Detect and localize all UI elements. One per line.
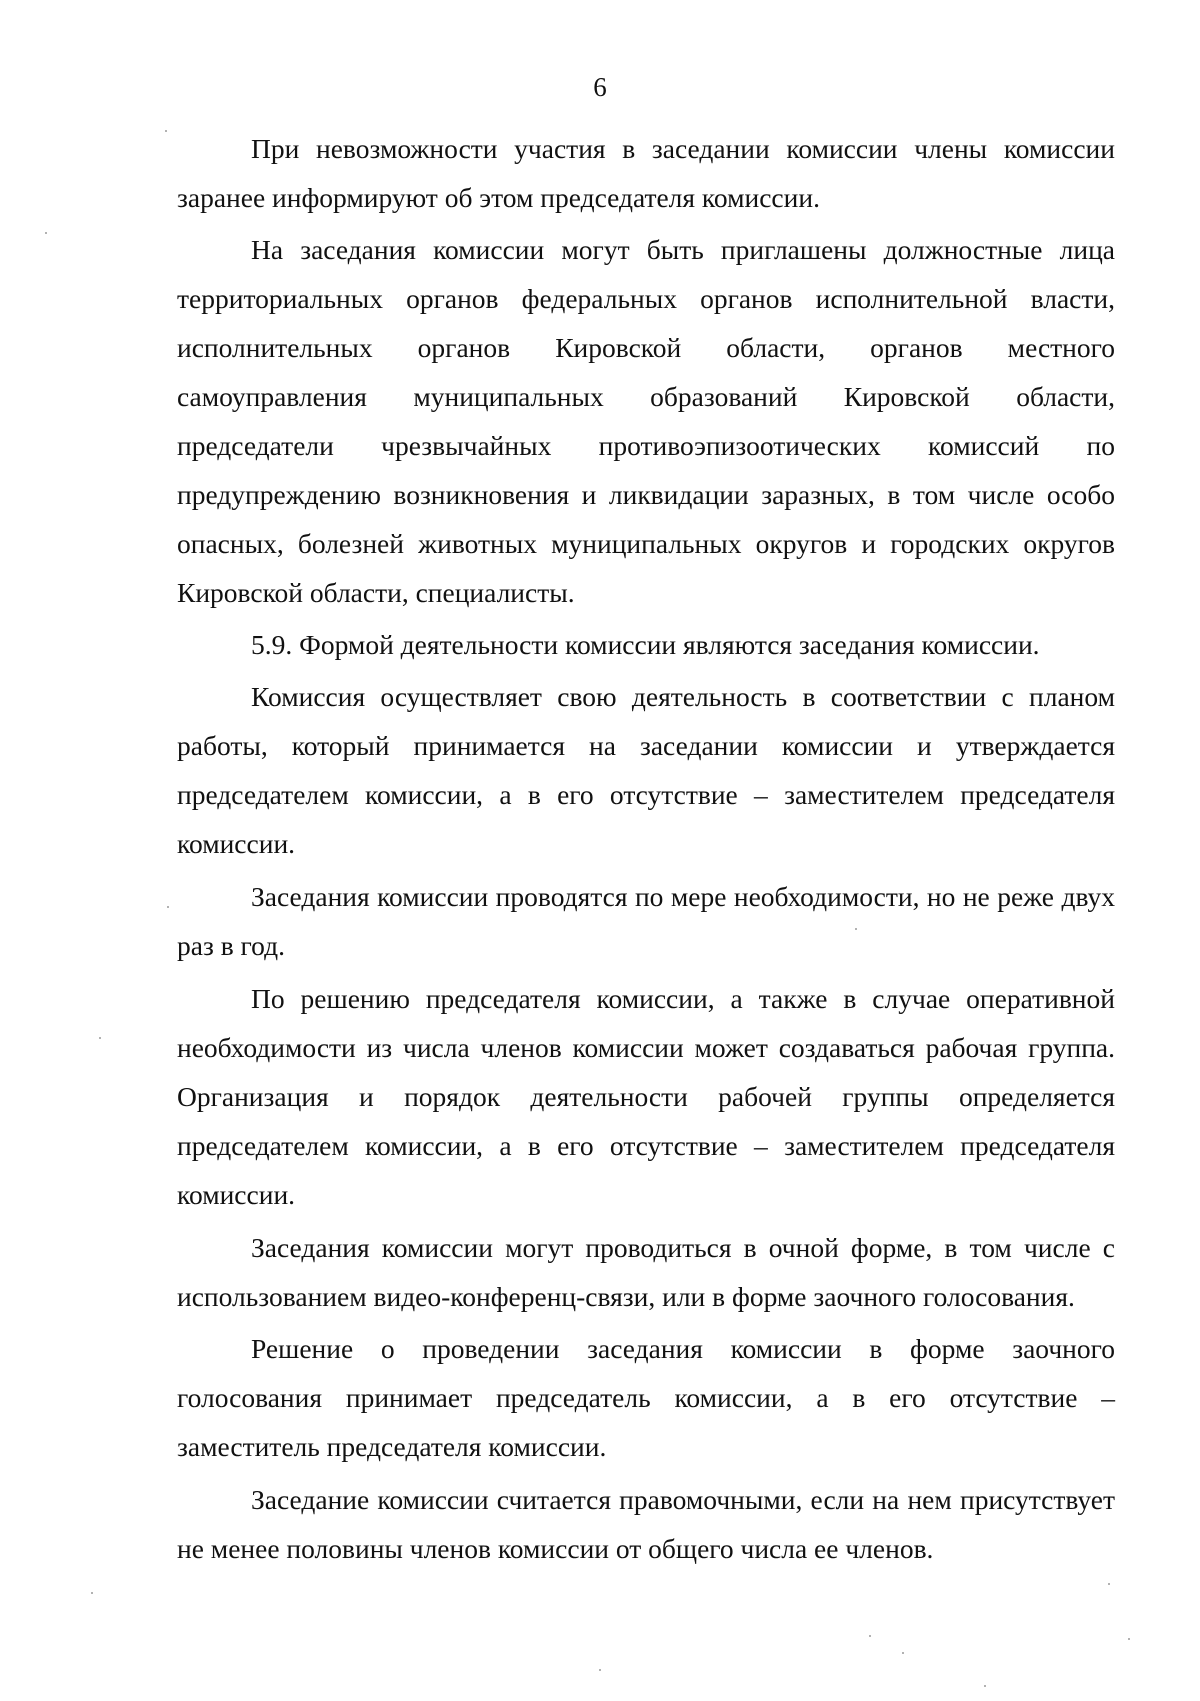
scan-speck bbox=[167, 906, 169, 908]
paragraph-invited-officials: На заседания комиссии могут быть приглашены должностные лица территориальных органов федеральных органов исполнительной власти, исполнительных органов Кировской области, органов местного самоуправления муниципальных образований Кировской области, председатели чрезвычайных противоэпизоотических комиссий по предупреждению возникновения и ликвидации заразных, в том числе особо опасных, болезней животных муниципальных округов и городских округов Кировской области, специалисты. bbox=[177, 234, 1115, 608]
scan-speck bbox=[869, 1635, 871, 1637]
scan-speck bbox=[91, 1592, 93, 1594]
paragraph-quorum: Заседание комиссии считается правомочными, если на нем присутствует не менее половины членов комиссии от общего числа ее членов. bbox=[177, 1484, 1115, 1564]
paragraph-section-5-9: 5.9. Формой деятельности комиссии являются заседания комиссии. bbox=[251, 629, 1040, 660]
scan-speck bbox=[902, 1652, 904, 1654]
scan-speck bbox=[1128, 1638, 1130, 1640]
paragraph-work-plan: Комиссия осуществляет свою деятельность в соответствии с планом работы, который принимается на заседании комиссии и утверждается председателем комиссии, а в его отсутствие – заместителем председателя комиссии. bbox=[177, 681, 1115, 859]
page-number: 6 bbox=[593, 72, 607, 102]
scan-speck bbox=[599, 1669, 601, 1671]
paragraph-working-group: По решению председателя комиссии, а также в случае оперативной необходимости из числа членов комиссии может создаваться рабочая группа. Организация и порядок деятельности рабочей группы определяется председателем комиссии, а в его отсутствие – заместителем председателя комиссии. bbox=[177, 983, 1115, 1210]
paragraph-absence-notice: При невозможности участия в заседании комиссии члены комиссии заранее информируют об этом председателя комиссии. bbox=[177, 133, 1115, 213]
scan-speck bbox=[984, 1685, 986, 1687]
scan-speck bbox=[855, 928, 857, 930]
paragraph-absentee-voting: Решение о проведении заседания комиссии в форме заочного голосования принимает председатель комиссии, а в его отсутствие – заместитель председателя комиссии. bbox=[177, 1333, 1115, 1462]
scan-speck bbox=[1108, 1583, 1110, 1585]
document-body bbox=[177, 124, 1115, 1576]
scan-speck bbox=[45, 232, 47, 234]
scan-speck bbox=[165, 130, 167, 132]
scan-speck bbox=[99, 1037, 101, 1039]
paragraph-meeting-form: Заседания комиссии могут проводиться в очной форме, в том числе с использованием видео-конференц-связи, или в форме заочного голосования. bbox=[177, 1232, 1115, 1312]
paragraph-meeting-frequency: Заседания комиссии проводятся по мере необходимости, но не реже двух раз в год. bbox=[177, 881, 1115, 961]
